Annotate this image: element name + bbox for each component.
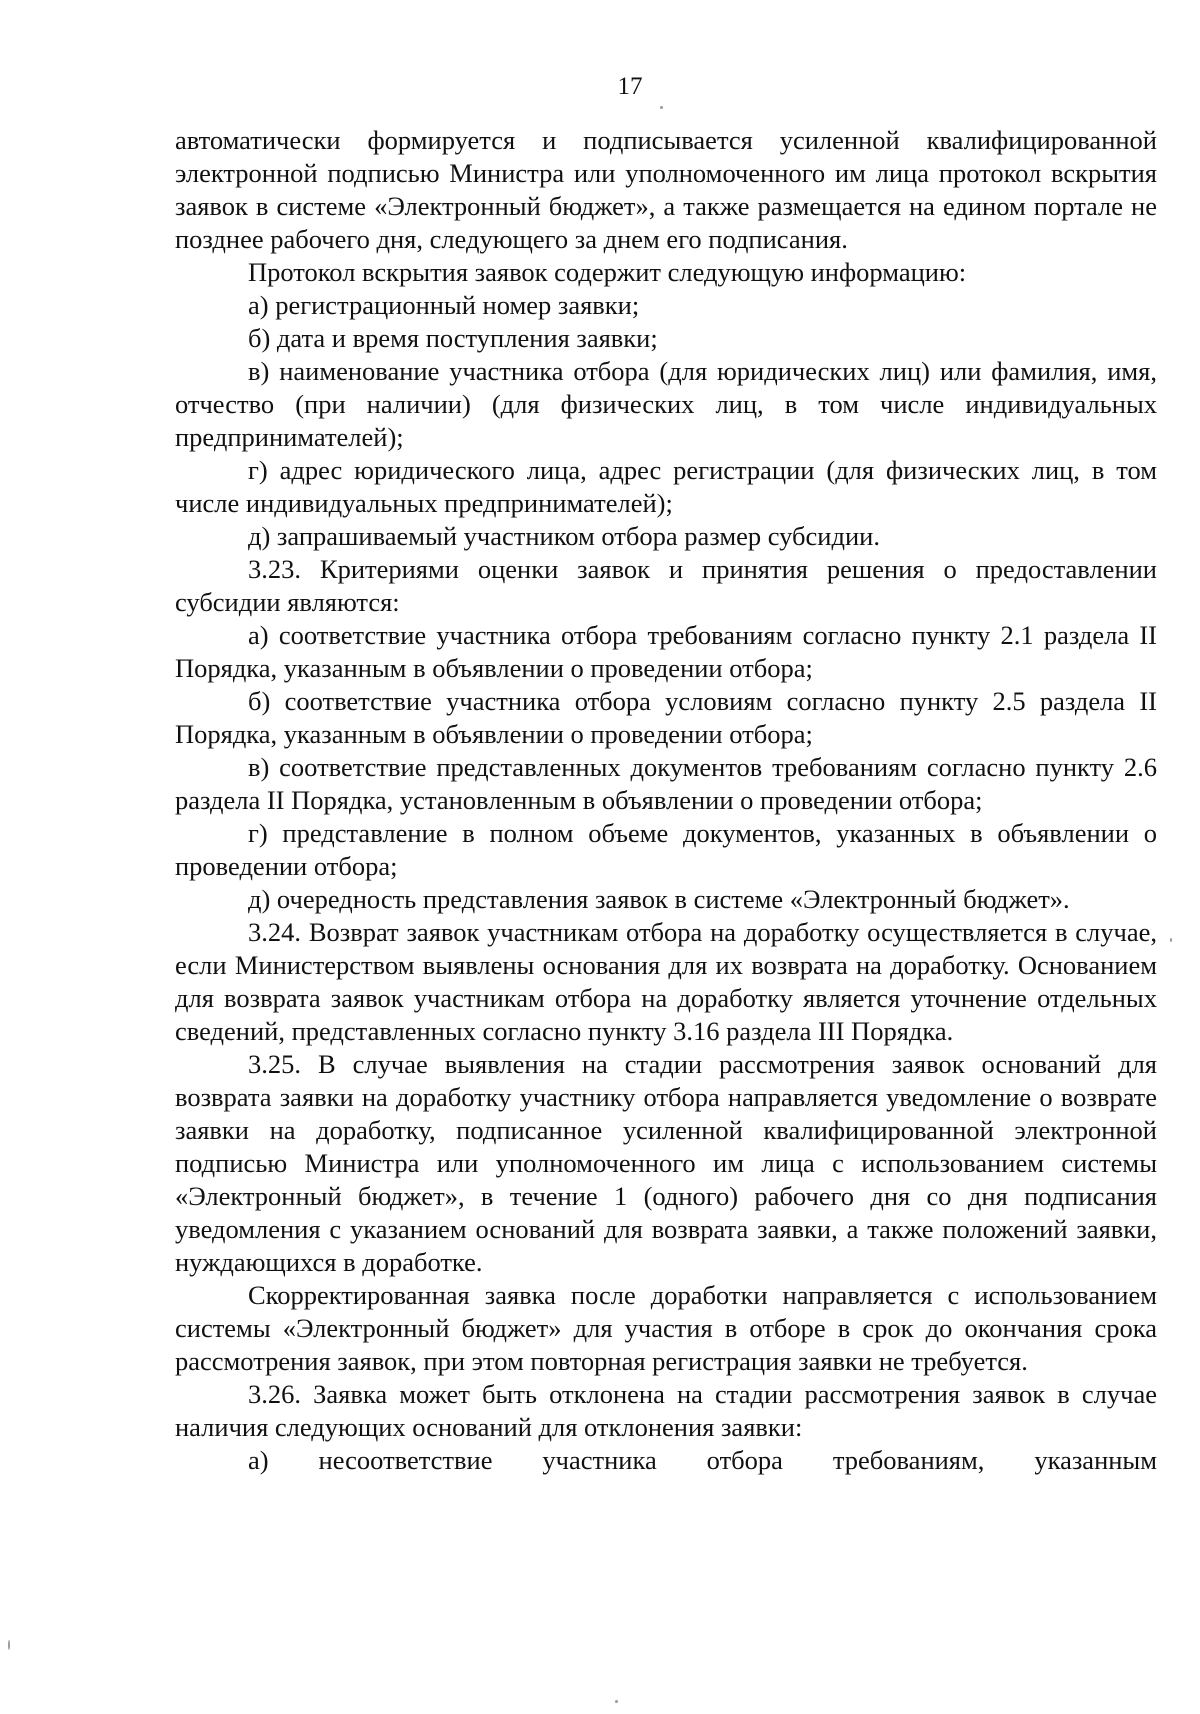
paragraph: 3.23. Критериями оценки заявок и принятия решения о предоставлении субсидии являются: [175,554,1157,617]
list-item: в) соответствие представленных документов требованиям согласно пункту 2.6 раздела II Порядка, установленным в объявлении о проведении отбора; [175,752,1157,815]
list-item: а) несоответствие участника отбора требованиям, указанным [248,1445,1157,1475]
list-item: б) дата и время поступления заявки; [248,323,658,353]
paragraph: автоматически формируется и подписывается усиленной квалифицированной электронной подписью Министра или уполномоченного им лица протокол вскрытия заявок в системе «Электронный бюджет», а также размещается на едином портале не позднее рабочего дня, следующего за днем его подписания. [175,125,1157,254]
page-number: 17 [617,73,643,100]
list-item: д) очередность представления заявок в системе «Электронный бюджет». [248,884,1070,914]
scan-speck [8,1640,10,1650]
scan-speck [1170,938,1172,942]
list-item: а) регистрационный номер заявки; [248,290,640,320]
list-item: а) соответствие участника отбора требованиям согласно пункту 2.1 раздела II Порядка, указанным в объявлении о проведении отбора; [175,620,1157,683]
paragraph: Протокол вскрытия заявок содержит следующую информацию: [248,257,967,287]
scan-speck [660,106,663,109]
list-item: д) запрашиваемый участником отбора размер субсидии. [248,521,880,551]
list-item: г) представление в полном объеме документов, указанных в объявлении о проведении отбора; [175,818,1157,881]
paragraph: 3.25. В случае выявления на стадии рассмотрения заявок оснований для возврата заявки на доработку участнику отбора направляется уведомление о возврате заявки на доработку, подписанное усиленной квалифицированной электронной подписью Министра или уполномоченного им лица с использованием системы «Электронный бюджет», в течение 1 (одного) рабочего дня со дня подписания уведомления с указанием оснований для возврата заявки, а также положений заявки, нуждающихся в доработке. [175,1049,1157,1277]
paragraph: Скорректированная заявка после доработки направляется с использованием системы «Электронный бюджет» для участия в отборе в срок до окончания срока рассмотрения заявок, при этом повторная регистрация заявки не требуется. [175,1280,1157,1376]
paragraph: 3.26. Заявка может быть отклонена на стадии рассмотрения заявок в случае наличия следующих оснований для отклонения заявки: [175,1379,1157,1442]
document-body [175,124,1157,1477]
list-item: в) наименование участника отбора (для юридических лиц) или фамилия, имя, отчество (при наличии) (для физических лиц, в том числе индивидуальных предпринимателей); [175,356,1157,452]
scan-speck [615,1700,618,1703]
list-item: б) соответствие участника отбора условиям согласно пункту 2.5 раздела II Порядка, указанным в объявлении о проведении отбора; [175,686,1157,749]
paragraph: 3.24. Возврат заявок участникам отбора на доработку осуществляется в случае, если Министерством выявлены основания для их возврата на доработку. Основанием для возврата заявок участникам отбора на доработку является уточнение отдельных сведений, представленных согласно пункту 3.16 раздела III Порядка. [175,917,1157,1046]
list-item: г) адрес юридического лица, адрес регистрации (для физических лиц, в том числе индивидуальных предпринимателей); [175,455,1157,518]
